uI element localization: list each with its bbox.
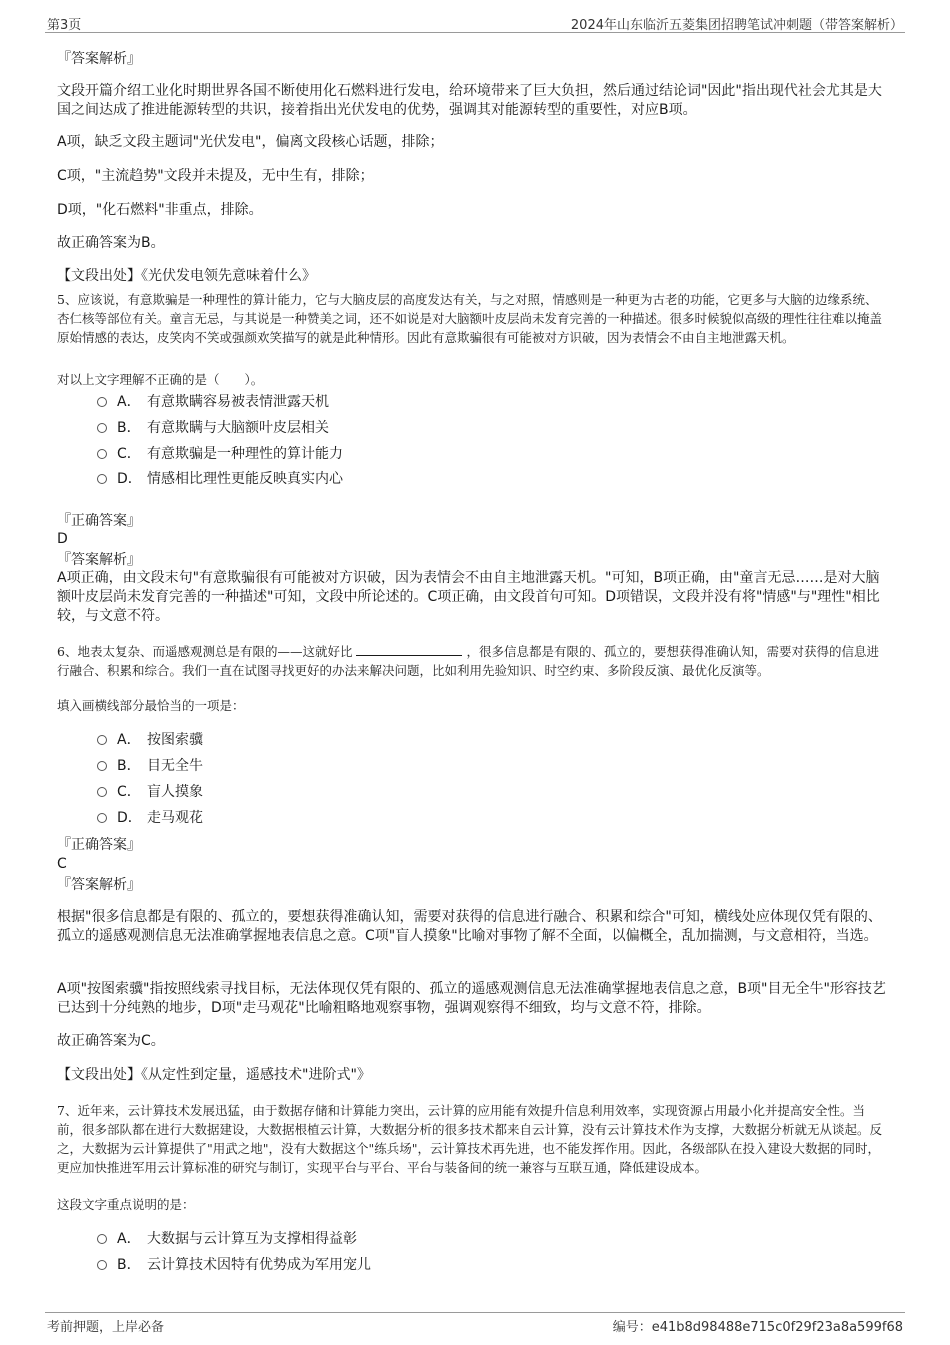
q5-answer: D [57,531,68,547]
option-text: 大数据与云计算互为支撑相得益彰 [147,1231,357,1247]
q4-analysis-label: 『答案解析』 [57,51,141,67]
q5-question: 对以上文字理解不正确的是（ ）。 [57,372,264,387]
q7-option-b[interactable] [97,1256,371,1274]
q6-option-a[interactable] [97,731,203,749]
radio-icon[interactable] [97,1234,107,1244]
q6-source: 【文段出处】《从定性到定量，遥感技术"进阶式"》 [57,1067,371,1083]
q5-option-c[interactable] [97,445,343,463]
footer-slogan: 考前押题，上岸必备 [47,1320,165,1335]
option-text: 有意欺骗是一种理性的算计能力 [147,446,343,462]
q7-stem: 7、近年来，云计算技术发展迅猛，由于数据存储和计算能力突出，云计算的应用能有效提升信息利用效率，实现资源占用最小化并提高安全性。当前，很多部队都在进行大数据建设，大数据根植云计算，大数据分析的很多技术都来自云计算，没有云计算技术作为支撑，大数据分析就无从谈起。反之，大数据为云计算提供了"用武之地"，没有大数据这个"练兵场"，云计算技术再先进，也不能发挥作用。因此，各级部队在投入建设大数据的同时，更应加快推进军用云计算标准的研究与制订，实现平台与平台、平台与装备间的统一兼容与互联互通，降低建设成本。 [57,1103,883,1175]
q6-stem [57,642,887,680]
option-text: 盲人摸象 [147,784,203,800]
q4-source: 【文段出处】《光伏发电领先意味着什么》 [57,268,316,284]
option-text: 目无全牛 [147,758,203,774]
q6-analysis-label: 『答案解析』 [57,877,141,893]
option-letter: C． [117,784,141,800]
q4-conclusion: 故正确答案为B。 [57,235,165,251]
radio-icon[interactable] [97,1260,107,1270]
q7-question: 这段文字重点说明的是： [57,1197,195,1212]
option-letter: D． [117,471,142,487]
q5-answer-label: 『正确答案』 [57,513,141,529]
option-letter: C． [117,446,141,462]
q6-answer: C [57,856,67,872]
option-text: 云计算技术因特有优势成为军用宠儿 [147,1257,371,1273]
radio-icon[interactable] [97,813,107,823]
q5-option-d[interactable] [97,470,343,488]
q6-stem-before: 6、地表太复杂、而遥感观测总是有限的——这就好比 [57,644,353,659]
option-letter: B． [117,420,141,436]
document-code [613,1316,903,1335]
document-title: 2024年山东临沂五菱集团招聘笔试冲刺题（带答案解析） [570,18,903,33]
option-letter: B． [117,758,141,774]
q6-option-d[interactable] [97,809,203,827]
code-label: 编号： [612,1320,652,1335]
option-text: 走马观花 [147,810,203,826]
q4-analysis-p4: D项，"化石燃料"非重点，排除。 [57,202,263,218]
option-text: 按图索骥 [147,732,203,748]
q6-analysis-p1: 根据"很多信息都是有限的、孤立的，要想获得准确认知，需要对获得的信息进行融合、积累和综合"可知，横线处应体现仅凭有限的、孤立的遥感观测信息无法准确掌握地表信息之意。C项"盲人摸象"比喻对事物了解不全面，以偏概全，乱加揣测，与文意相符，当选。 [57,909,882,944]
fill-blank [356,643,462,656]
q6-question: 填入画横线部分最恰当的一项是： [57,698,245,713]
option-letter: A． [117,1231,141,1247]
option-letter: B． [117,1257,141,1273]
q6-conclusion: 故正确答案为C。 [57,1033,165,1049]
radio-icon[interactable] [97,423,107,433]
radio-icon[interactable] [97,761,107,771]
q6-answer-label: 『正确答案』 [57,837,141,853]
q4-analysis-p1: 文段开篇介绍工业化时期世界各国不断使用化石燃料进行发电，给环境带来了巨大负担，然后通过结论词"因此"指出现代社会尤其是大国之间达成了推进能源转型的共识，接着指出光伏发电的优势，强调其对能源转型的重要性，对应B项。 [57,83,882,118]
option-letter: D． [117,810,142,826]
option-text: 有意欺瞒与大脑额叶皮层相关 [147,420,329,436]
q5-analysis: A项正确，由文段末句"有意欺骗很有可能被对方识破，因为表情会不由自主地泄露天机。"可知，B项正确，由"童言无忌……是对大脑额叶皮层尚未发育完善的一种描述"可知，文段中所论述的。C项正确，由文段首句可知。D项错误，文段并没有将"情感"与"理性"相比较，与文意不符。 [57,570,880,624]
q5-option-b[interactable] [97,419,329,437]
radio-icon[interactable] [97,449,107,459]
code-value: e41b8d98488e715c0f29f23a8a599f68 [651,1320,903,1335]
option-text: 情感相比理性更能反映真实内心 [147,471,343,487]
option-letter: A． [117,394,141,410]
q4-analysis-p2: A项，缺乏文段主题词"光伏发电"，偏离文段核心话题，排除； [57,134,444,150]
page-header [45,12,905,33]
q6-analysis-p2: A项"按图索骥"指按照线索寻找目标，无法体现仅凭有限的、孤立的遥感观测信息无法准确掌握地表信息之意，B项"目无全牛"形容技艺已达到十分纯熟的地步，D项"走马观花"比喻粗略地观察事物，强调观察得不细致，均与文意不符，排除。 [57,981,886,1016]
page-number: 第3页 [47,18,82,33]
q5-analysis-label: 『答案解析』 [57,552,141,568]
page-footer [45,1312,905,1335]
option-letter: A． [117,732,141,748]
q6-stem-after: ，很多信息都是有限的、孤立的，要想获得准确认知，需要对获得的信息进行融合、积累和综合。我们一直在试图寻找更好的办法来解决问题，比如利用先验知识、时空约束、多阶段反演、最优化反演等。 [57,644,879,678]
option-text: 有意欺瞒容易被表情泄露天机 [147,394,329,410]
q7-option-a[interactable] [97,1230,357,1248]
radio-icon[interactable] [97,735,107,745]
q6-option-b[interactable] [97,757,203,775]
q6-option-c[interactable] [97,783,203,801]
radio-icon[interactable] [97,474,107,484]
q5-stem: 5、应该说，有意欺骗是一种理性的算计能力，它与大脑皮层的高度发达有关，与之对照，情感则是一种更为古老的功能，它更多与大脑的边缘系统、杏仁核等部位有关。童言无忌，与其说是一种赞美之词，还不如说是对大脑额叶皮层尚未发育完善的一种描述。很多时候貌似高级的理性往往难以掩盖原始情感的表达，皮笑肉不笑或强颜欢笑描写的就是此种情形。因此有意欺骗很有可能被对方识破，因为表情会不由自主地泄露天机。 [57,292,883,345]
radio-icon[interactable] [97,397,107,407]
q5-option-a[interactable] [97,393,329,411]
radio-icon[interactable] [97,787,107,797]
q4-analysis-p3: C项，"主流趋势"文段并未提及，无中生有，排除； [57,168,374,184]
